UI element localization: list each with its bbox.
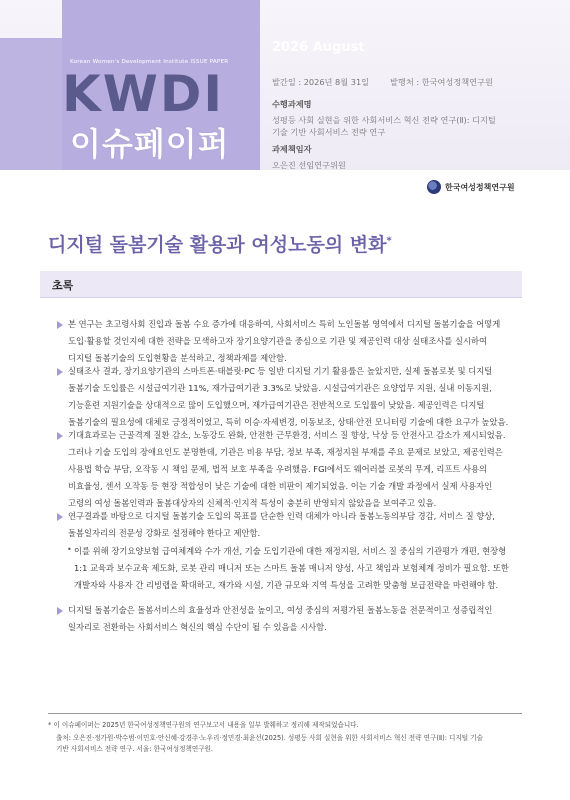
org-emblem-icon — [427, 180, 441, 194]
text-line: 돌봄기술의 필요성에 대체로 긍정적이었고, 특히 이승·자세변경, 이동보조, 상태·안전 모니터링 기술에 대한 요구가 높았음. — [68, 417, 509, 427]
project-line-2: 기술 기반 사회서비스 전략 연구 — [272, 127, 386, 137]
abstract-label: 초록 — [52, 279, 74, 292]
text-line: 기능훈련 지원기술을 상대적으로 많이 도입했으며, 재가급여기관은 전반적으로 도입률이 낮았음. 제공인력은 디지털 — [68, 400, 485, 410]
text-line: 본 연구는 초고령사회 진입과 돌봄 수요 증가에 대응하여, 사회서비스 특히 노인돌봄 영역에서 디지털 돌봄기술을 어떻게 — [68, 319, 501, 329]
text-line: 디지털 돌봄기술의 도입현황을 분석하고, 정책과제를 제안함. — [68, 353, 287, 363]
text-line: 이를 위해 장기요양보험 급여체계와 수가 개선, 기술 도입기관에 대한 재정지원, 서비스 질 중심의 기관평가 개편, 현장형 — [74, 546, 507, 556]
abstract-paragraph-5 — [68, 602, 512, 636]
footnote-line-3: 기반 사회서비스 전략 연구. 서울: 한국여성정책연구원. — [56, 745, 214, 753]
kwdi-logo: KWDI — [62, 65, 225, 123]
org-name: 한국여성정책연구원 — [445, 182, 515, 192]
issue-paper-title: 이슈페이퍼 — [70, 125, 230, 163]
sub-bullet-dot: • — [67, 545, 72, 554]
bullet-triangle-icon — [57, 513, 63, 521]
text-line: 일자리로 전환하는 사회서비스 혁신의 핵심 수단이 될 수 있음을 시사함. — [68, 622, 327, 632]
text-line: 그러나 기술 도입의 장애요인도 분명한데, 기관은 비용 부담, 정보 부족, 재정지원 부재를 주요 문제로 보았고, 제공인력은 — [68, 447, 503, 457]
abstract-sub-paragraph — [74, 543, 512, 594]
abstract-paragraph-1 — [68, 316, 512, 367]
text-line: 기대효과로는 근골격계 질환 감소, 노동강도 완화, 안전한 근무환경, 서비스 질 향상, 낙상 등 안전사고 감소가 제시되었음. — [68, 430, 506, 440]
edition-date: 2026 August — [272, 40, 365, 55]
text-line: 1:1 교육과 보수교육 제도화, 로봇 관리 매니저 또는 스마트 돌봄 매니저 양성, 사고 책임과 보험체계 정비가 필요함. 또한 — [74, 563, 509, 573]
text-line: 개발자와 사용자 간 리빙랩을 확대하고, 재가와 시설, 기관 규모와 지역 특성을 고려한 맞춤형 보급전략을 마련해야 함. — [74, 580, 499, 590]
text-line: 연구결과를 바탕으로 디지털 돌봄기술 도입의 목표를 단순한 인력 대체가 아니라 돌봄노동의부담 경감, 서비스 질 향상, — [68, 511, 495, 521]
text-line: 실태조사 결과, 장기요양기관의 스마트폰·태블릿·PC 등 일반 디지털 기기 활용률은 높았지만, 실제 돌봄로봇 및 디지털 — [68, 366, 493, 376]
page-title — [48, 230, 392, 257]
publisher: 발행처 : 한국여성정책연구원 — [390, 77, 493, 87]
manager-name: 오은진 선임연구위원 — [272, 160, 346, 170]
text-line: 비효율성, 센서 오작동 등 현장 적합성이 낮은 기술에 대한 비판이 제기되었음. 이는 기술 개발 과정에서 실제 사용자인 — [68, 481, 493, 491]
footnote-line-2: 출처: 오은진·정가원·박수범·이민호·안신혜·강경주·노우리·정민경·최윤선(2025). 성평등 사회 실현을 위한 사회서비스 혁신 전략 연구(Ⅱ): 디지털 기술 — [56, 734, 484, 742]
footnote-divider — [48, 713, 522, 714]
issue-paper-label: Korean Women's Development Institute ISSUE PAPER — [70, 59, 229, 65]
project-label: 수행과제명 — [272, 99, 312, 109]
bullet-triangle-icon — [57, 368, 63, 376]
bullet-triangle-icon — [57, 607, 63, 615]
manager-label: 과제책임자 — [272, 144, 312, 154]
abstract-paragraph-4 — [68, 508, 512, 542]
abstract-paragraph-3 — [68, 427, 512, 512]
text-line: 돌봄일자리의 전문성 강화로 설정해야 한다고 제안함. — [68, 528, 261, 538]
abstract-paragraph-2 — [68, 363, 512, 431]
text-line: 돌봄기술 도입률은 시설급여기관 11%, 재가급여기관 3.3%로 낮았음. 시설급여기관은 요양업무 지원, 실내 이동지원, — [68, 383, 492, 393]
project-line-1: 성평등 사회 실현을 위한 사회서비스 혁신 전략 연구(Ⅱ): 디지털 — [272, 115, 496, 125]
pub-date: 발간일 : 2026년 8월 31일 — [272, 77, 370, 87]
text-line: 도입·활용할 것인지에 대한 전략을 모색하고자 장기요양기관을 중심으로 기관 및 제공인력 대상 실태조사를 실시하여 — [68, 336, 487, 346]
abstract-bar — [40, 271, 522, 298]
bullet-triangle-icon — [57, 432, 63, 440]
page-title-text: 디지털 돌봄기술 활용과 여성노동의 변화 — [48, 234, 387, 256]
bullet-triangle-icon — [57, 321, 63, 329]
text-line: 사용법 학습 부담, 오작동 시 책임 문제, 법적 보호 부족을 우려했음. FGI에서도 웨어러블 로봇의 무게, 리프트 사용의 — [68, 464, 488, 474]
text-line: 고령의 여성 돌봄인력과 돌봄대상자의 신체적·인지적 특성이 충분히 반영되지 않았음을 보여주고 있음. — [68, 498, 437, 508]
footnote-line-1: * 이 이슈페이퍼는 2025년 한국여성정책연구원의 연구보고서 내용을 일부 발췌하고 정리해 제작되었습니다. — [48, 721, 359, 729]
org-logo — [427, 180, 515, 194]
text-line: 디지털 돌봄기술은 돌봄서비스의 효율성과 안전성을 높이고, 여성 중심의 저평가된 돌봄노동을 전문적이고 성증립적인 — [68, 605, 493, 615]
title-footnote-mark: * — [386, 235, 392, 247]
